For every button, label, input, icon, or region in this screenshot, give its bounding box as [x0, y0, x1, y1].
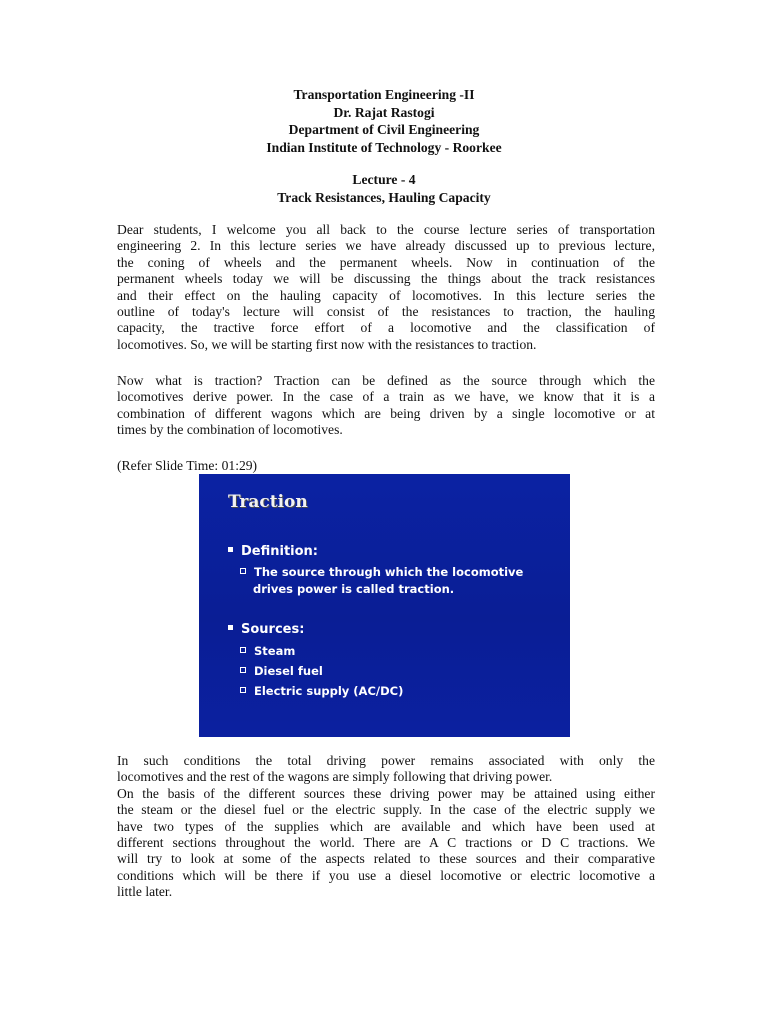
department-name: Department of Civil Engineering — [288, 122, 480, 138]
paragraph-line: the steam or the diesel fuel or the electric supply. In the case of the electric supply we — [117, 802, 655, 818]
slide-reference — [117, 458, 655, 474]
paragraph-line: engineering 2. In this lecture series we have already discussed up to previous lecture, — [117, 238, 655, 254]
slide-definition-text: The source through which the locomotive — [240, 564, 523, 581]
slide-source-item: Diesel fuel — [240, 663, 323, 680]
paragraph-line: outline of today's lecture will consist of the resistances to traction, the hauling — [117, 303, 655, 319]
paragraph-line: and their effect on the hauling capacity of locomotives. In this lecture series the — [117, 287, 655, 303]
paragraph-line: little later. — [117, 884, 173, 900]
slide-definition-heading: Definition: — [228, 544, 318, 559]
slide-definition-text-cont: drives power is called traction. — [253, 582, 455, 596]
paragraph-line: Now what is traction? Traction can be defined as the source through which the — [117, 373, 655, 388]
sources-paragraph — [117, 753, 655, 901]
lecture-heading — [0, 171, 768, 206]
slide-time-reference: (Refer Slide Time: 01:29) — [117, 458, 258, 473]
paragraph-line: will try to look at some of the aspects related to these sources and their comparative — [117, 851, 655, 867]
traction-paragraph — [117, 373, 655, 439]
hollow-square-bullet-icon — [240, 568, 246, 574]
slide-source-item: Electric supply (AC/DC) — [240, 683, 403, 700]
lecture-title: Track Resistances, Hauling Capacity — [277, 189, 491, 205]
course-title: Transportation Engineering -II — [293, 87, 475, 102]
square-bullet-icon — [228, 625, 233, 630]
paragraph-line: locomotives. So, we will be starting first now with the resistances to traction. — [117, 336, 537, 352]
lecture-slide-image — [199, 474, 570, 737]
slide-source-item: Steam — [240, 643, 295, 660]
paragraph-line: Dear students, I welcome you all back to the course lecture series of transportation — [117, 222, 655, 237]
document-header — [0, 86, 768, 156]
hollow-square-bullet-icon — [240, 687, 246, 693]
square-bullet-icon — [228, 547, 233, 552]
paragraph-line: combination of different wagons which are being driven by a single locomotive or at — [117, 405, 655, 421]
paragraph-line: locomotives derive power. In the case of a train as we have, we know that it is a — [117, 389, 655, 405]
paragraph-line: On the basis of the different sources these driving power may be attained using either — [117, 785, 655, 801]
paragraph-line: permanent wheels today we will be discussing the things about the track resistances — [117, 271, 655, 287]
paragraph-line: capacity, the tractive force effort of a locomotive and the classification of — [117, 320, 655, 336]
institute-name: Indian Institute of Technology - Roorkee — [266, 139, 502, 155]
lecture-number: Lecture - 4 — [352, 172, 416, 187]
hollow-square-bullet-icon — [240, 667, 246, 673]
intro-paragraph — [117, 222, 655, 353]
paragraph-line: have two types of the supplies which are available and which have been used at — [117, 818, 655, 834]
paragraph-line: locomotives and the rest of the wagons are simply following that driving power. — [117, 769, 553, 785]
paragraph-line: the coning of wheels and the permanent wheels. Now in continuation of the — [117, 254, 655, 270]
paragraph-line: times by the combination of locomotives. — [117, 422, 343, 438]
paragraph-line: In such conditions the total driving power remains associated with only the — [117, 753, 655, 768]
instructor-name: Dr. Rajat Rastogi — [333, 104, 435, 120]
hollow-square-bullet-icon — [240, 647, 246, 653]
paragraph-line: conditions which will be there if you use a diesel locomotive or electric locomotive a — [117, 867, 655, 883]
slide-title: Traction — [228, 492, 308, 512]
paragraph-line: different sections throughout the world. There are A C tractions or D C tractions. We — [117, 834, 655, 850]
slide-sources-heading: Sources: — [228, 622, 304, 637]
